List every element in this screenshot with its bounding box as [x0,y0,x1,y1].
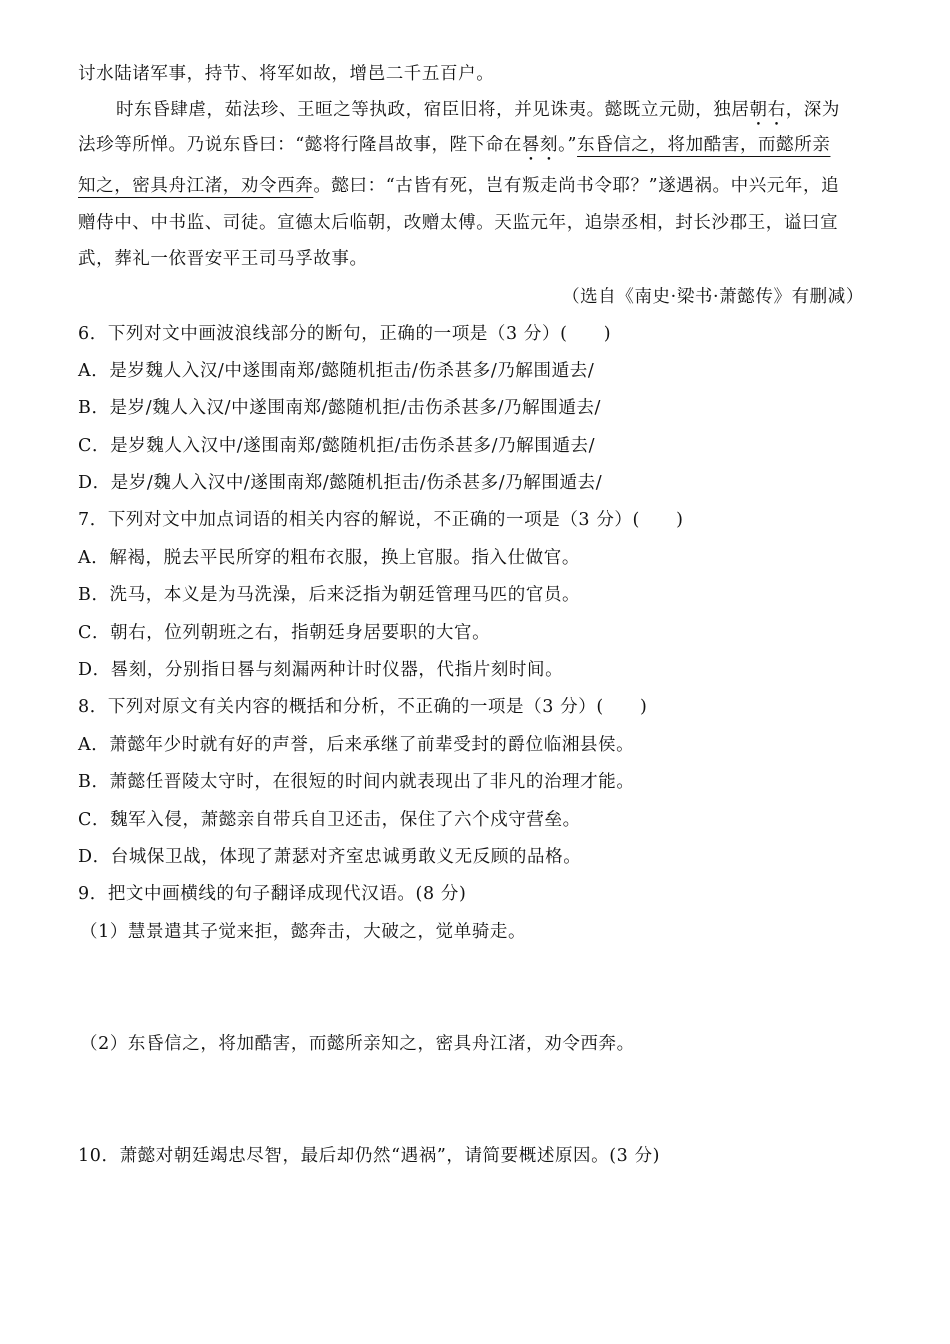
passage-text: 法珍等所惮。乃说东昏曰：“懿将行隆昌故事，陛下命在 [78,135,522,155]
q7-option-b: B．洗马，本义是为马洗澡，后来泛指为朝廷管理马匹的官员。 [78,585,581,605]
question-9: 9．把文中画横线的句子翻译成现代汉语。(8 分) [78,884,467,904]
underlined-sentence: 东昏信之，将加酷害，而懿所亲 [577,135,831,155]
q8-option-a: A．萧懿年少时就有好的声誉，后来承继了前辈受封的爵位临湘县侯。 [78,735,635,755]
passage-line-5 [78,245,368,270]
q7-option-c: C．朝右，位列朝班之右，指朝廷身居要职的大官。 [78,623,491,643]
passage-text: 赠侍中、中书监、司徒。宣德太后临朝，改赠太傅。天监元年，追崇丞相，封长沙郡王，谥曰宣 [78,213,839,233]
question-8: 8．下列对原文有关内容的概括和分析，不正确的一项是（3 分）( ) [78,697,648,717]
q6-option-c: C．是岁魏人入汉中/遂围南郑/懿随机拒/击伤杀甚多/乃解围遁去/ [78,436,596,456]
q7-option-a: A．解褐，脱去平民所穿的粗布衣服，换上官服。指入仕做官。 [78,548,580,568]
question-6: 6．下列对文中画波浪线部分的断句，正确的一项是（3 分）( ) [78,324,612,344]
passage-text: 讨水陆诸军事，持节、将军如故，增邑二千五百户。 [78,64,495,84]
q8-option-b: B．萧懿任晋陵太守时，在很短的时间内就表现出了非凡的治理才能。 [78,772,635,792]
passage-text: 武，葬礼一依晋安平王司马孚故事。 [78,249,368,269]
passage-text: 。” [558,135,578,155]
q9-part-1: （1）慧景遣其子觉来拒，懿奔击，大破之，觉单骑走。 [80,922,527,942]
passage-line-1 [116,96,840,130]
dotted-term: 朝右 [749,100,786,120]
passage-line-4 [78,209,838,234]
passage-text: 时东昏肆虐，茹法珍、王晅之等执政，宿臣旧将，并见诛夷。懿既立元勋，独居 [116,100,750,120]
q8-option-d: D．台城保卫战，体现了萧瑟对齐室忠诚勇敢义无反顾的品格。 [78,847,582,867]
question-7: 7．下列对文中加点词语的相关内容的解说，不正确的一项是（3 分）( ) [78,510,684,530]
underlined-sentence: 知之，密具舟江渚，劝令西奔 [78,176,314,196]
passage-text: 。懿曰：“古皆有死，岂有叛走尚书令耶？”遂遇祸。中兴元年，追 [313,176,840,196]
q8-option-c: C．魏军入侵，萧懿亲自带兵自卫还击，保住了六个戍守营垒。 [78,810,581,830]
q6-option-a: A．是岁魏人入汉/中遂围南郑/懿随机拒击/伤杀甚多/乃解围遁去/ [78,361,595,381]
passage-line-3 [78,172,839,197]
q6-option-d: D．是岁/魏人入汉中/遂围南郑/懿随机拒击/伤杀甚多/乃解围遁去/ [78,473,603,493]
q7-option-d: D．晷刻，分别指日晷与刻漏两种计时仪器，代指片刻时间。 [78,660,564,680]
passage-text: ，深为 [785,100,841,120]
passage-line-0 [78,60,494,85]
source-citation: （选自《南史·梁书·萧懿传》有删减） [562,287,864,307]
question-10: 10．萧懿对朝廷竭忠尽智，最后却仍然“遇祸”，请简要概述原因。(3 分) [78,1146,661,1166]
q6-option-b: B．是岁/魏人入汉/中遂围南郑/懿随机拒/击伤杀甚多/乃解围遁去/ [78,398,602,418]
passage-line-2 [78,131,830,165]
dotted-term: 晷刻 [521,135,559,155]
q9-part-2: （2）东昏信之，将加酷害，而懿所亲知之，密具舟江渚，劝令西奔。 [80,1034,635,1054]
